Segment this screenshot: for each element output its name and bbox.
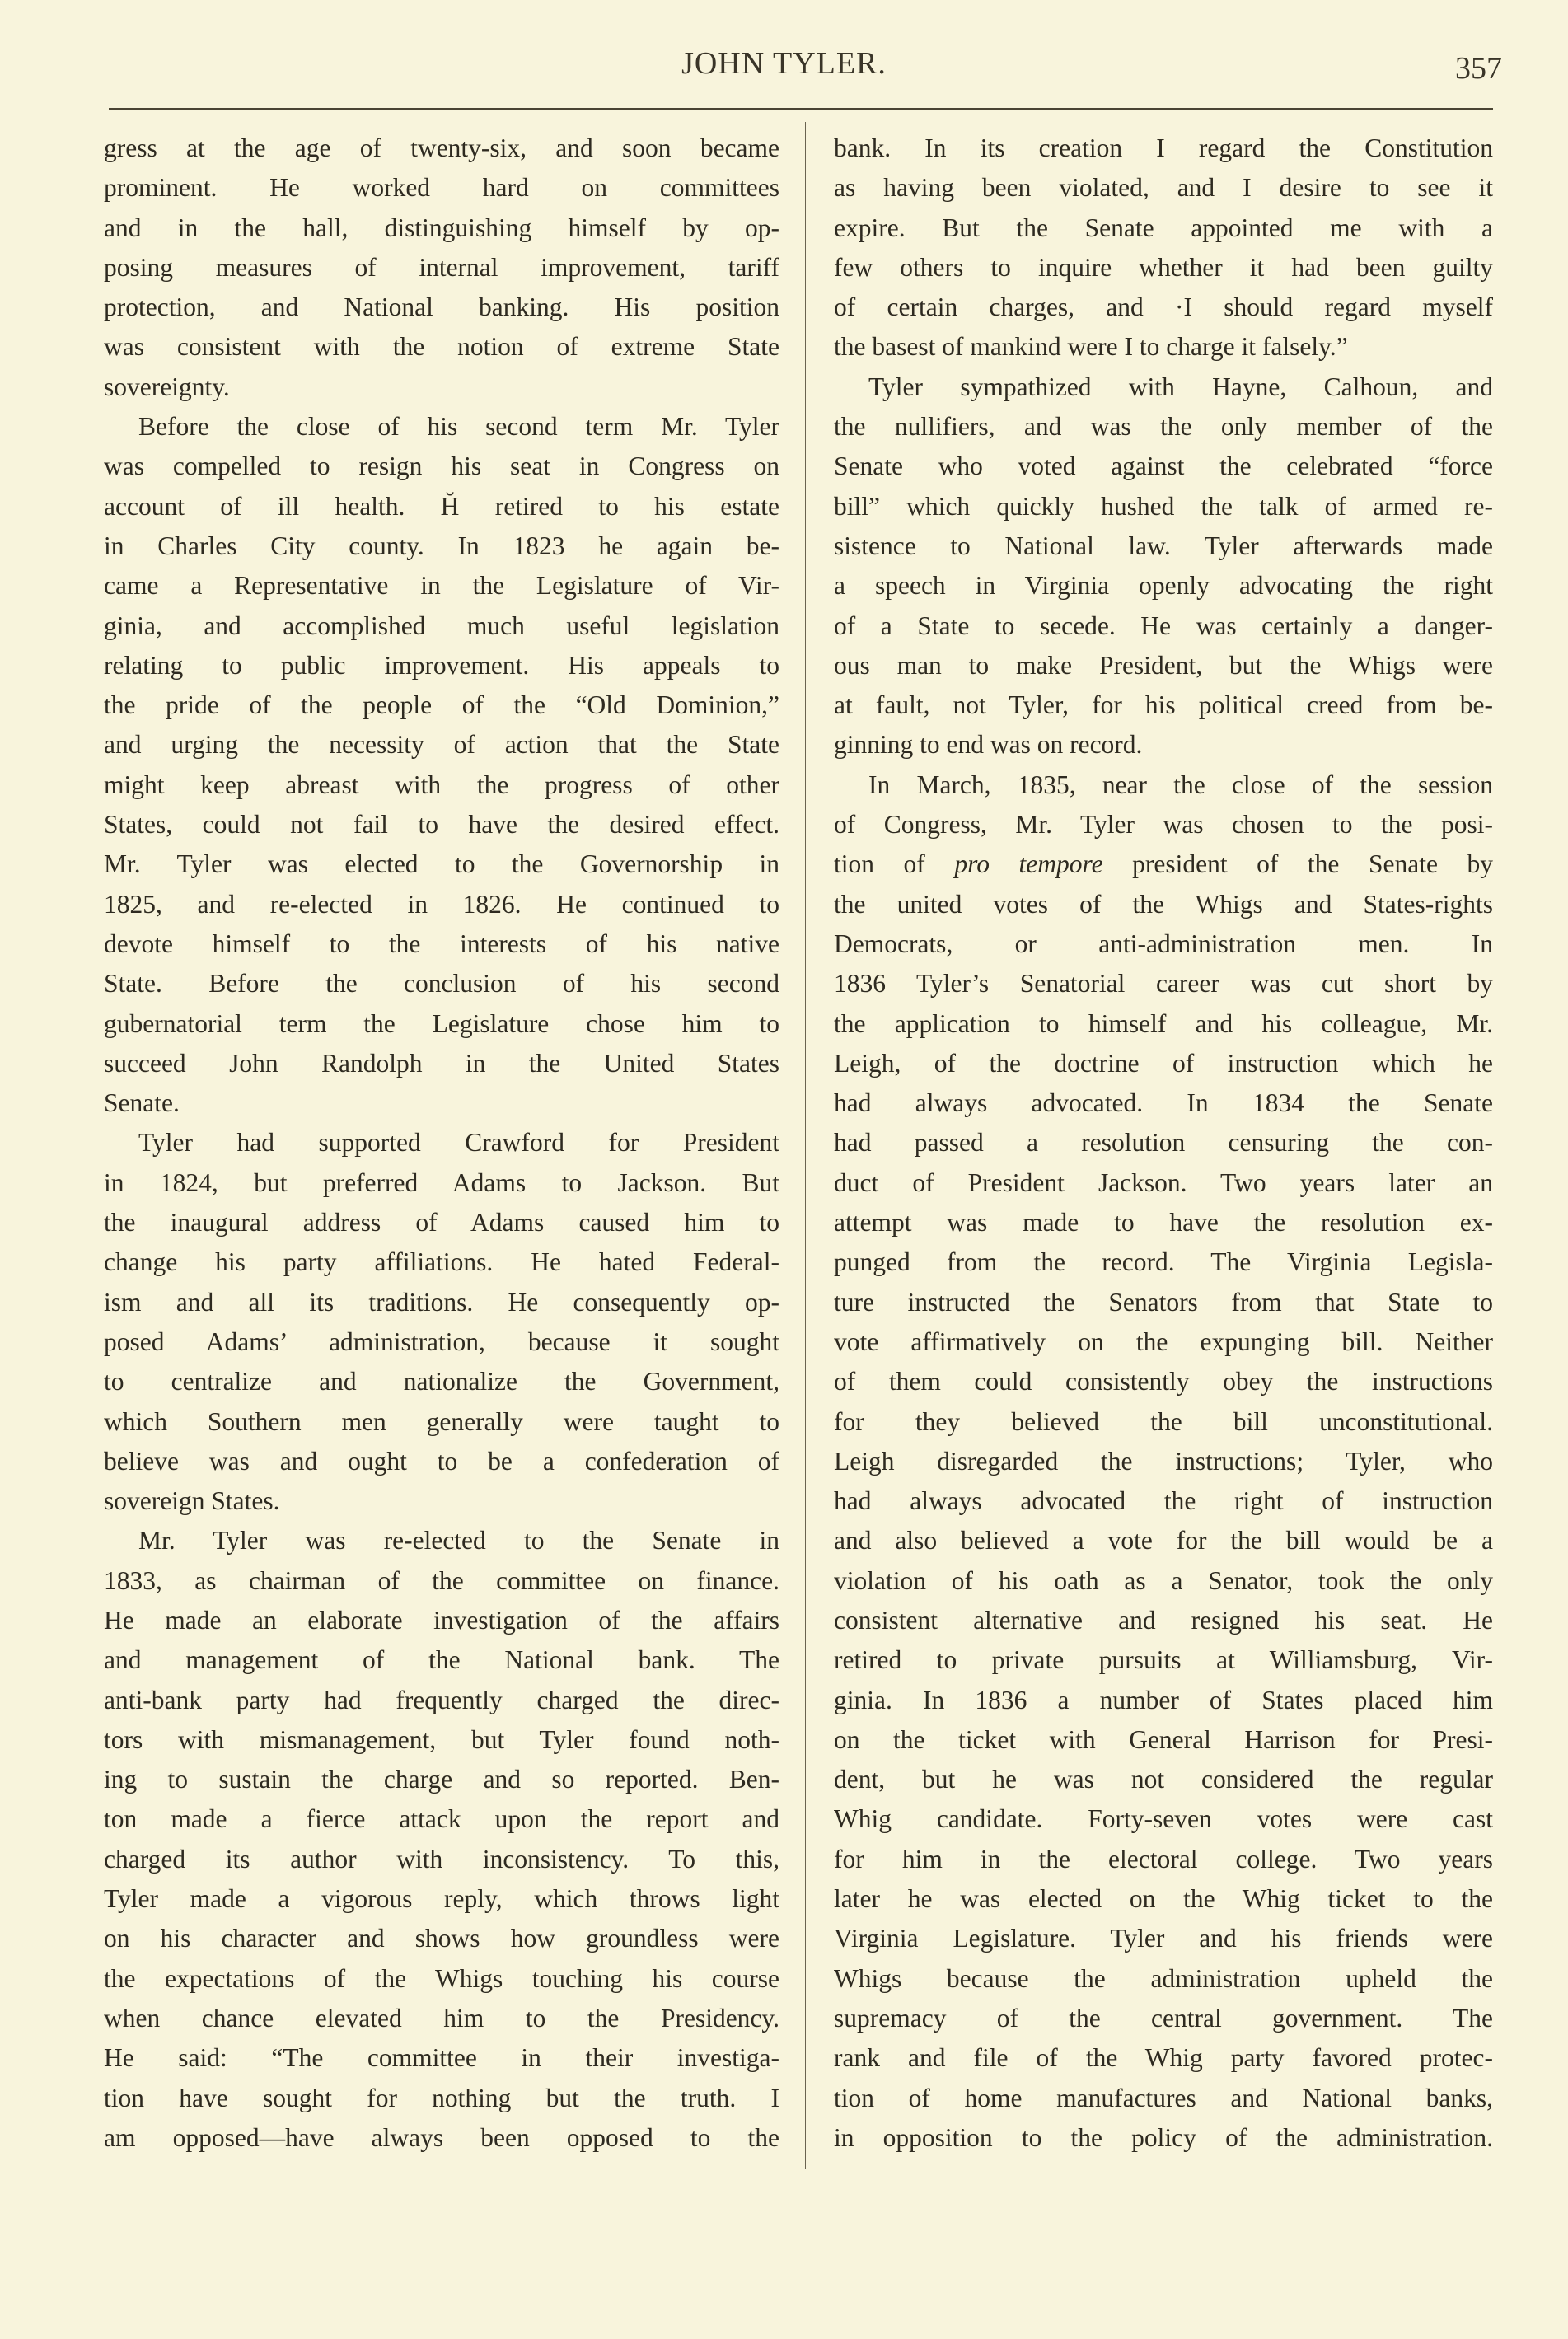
- text-line: a speech in Virginia openly advocating the right: [834, 571, 1493, 601]
- text-line: and in the hall, distinguishing himself by op-: [104, 213, 779, 242]
- text-line: tion of pro tempore president of the Senate by: [834, 849, 1493, 879]
- text-line: State. Before the conclusion of his second: [104, 969, 779, 999]
- text-line: ism and all its traditions. He consequently op-: [104, 1287, 779, 1317]
- text-line: am opposed—have always been opposed to the: [104, 2122, 779, 2152]
- text-line: on the ticket with General Harrison for Presi-: [834, 1724, 1493, 1754]
- text-line: Tyler had supported Crawford for President: [138, 1128, 779, 1158]
- text-line: dent, but he was not considered the regular: [834, 1765, 1493, 1794]
- text-line: Senate who voted against the celebrated “force: [834, 451, 1493, 481]
- text-line: when chance elevated him to the Presidency.: [104, 2003, 779, 2033]
- text-line: the nullifiers, and was the only member of the: [834, 412, 1493, 442]
- text-line: Tyler sympathized with Hayne, Calhoun, and: [868, 372, 1493, 401]
- text-line: 1836 Tyler’s Senatorial career was cut short by: [834, 969, 1493, 999]
- text-line: Tyler made a vigorous reply, which throws light: [104, 1884, 779, 1914]
- text-line: ture instructed the Senators from that State to: [834, 1287, 1493, 1317]
- text-line: posed Adams’ administration, because it sought: [104, 1326, 779, 1356]
- text-line: vote affirmatively on the expunging bill. Neither: [834, 1326, 1493, 1356]
- text-line: prominent. He worked hard on committees: [104, 173, 779, 203]
- text-line: few others to inquire whether it had been guilty: [834, 252, 1493, 282]
- text-line: 1833, as chairman of the committee on finance.: [104, 1565, 779, 1595]
- text-line: bill” which quickly hushed the talk of armed re-: [834, 491, 1493, 521]
- text-line: and management of the National bank. The: [104, 1645, 779, 1675]
- text-line: expire. But the Senate appointed me with a: [834, 213, 1493, 242]
- right-column: [834, 129, 1493, 2158]
- text-line: consistent alternative and resigned his seat. He: [834, 1605, 1493, 1635]
- text-line: to centralize and nationalize the Government,: [104, 1367, 779, 1396]
- text-line: relating to public improvement. His appeals to: [104, 650, 779, 680]
- text-line: ton made a fierce attack upon the report and: [104, 1804, 779, 1834]
- text-line: posing measures of internal improvement, tariff: [104, 252, 779, 282]
- text-line: tors with mismanagement, but Tyler found noth-: [104, 1724, 779, 1754]
- text-line: tion of home manufactures and National banks,: [834, 2083, 1493, 2112]
- running-head: [0, 45, 1568, 87]
- text-line: sovereignty.: [104, 372, 230, 401]
- column-divider: [805, 122, 806, 2169]
- text-line: had always advocated the right of instruction: [834, 1486, 1493, 1516]
- text-line: ginia, and accomplished much useful legislation: [104, 610, 779, 640]
- running-title: JOHN TYLER.: [681, 46, 887, 81]
- text-line: the application to himself and his colleague, Mr.: [834, 1008, 1493, 1038]
- left-column: [104, 129, 779, 2158]
- page-number: 357: [1455, 51, 1502, 86]
- text-line: duct of President Jackson. Two years later an: [834, 1167, 1493, 1197]
- text-line: supremacy of the central government. The: [834, 2003, 1493, 2033]
- text-line: Senate.: [104, 1088, 180, 1118]
- text-line: devote himself to the interests of his native: [104, 929, 779, 958]
- text-line: of Congress, Mr. Tyler was chosen to the posi-: [834, 810, 1493, 840]
- text-line: Virginia Legislature. Tyler and his friends were: [834, 1924, 1493, 1953]
- text-line: had passed a resolution censuring the con-: [834, 1128, 1493, 1158]
- text-line: States, could not fail to have the desired effect.: [104, 810, 779, 840]
- text-line: Mr. Tyler was elected to the Governorship in: [104, 849, 779, 879]
- text-line: Before the close of his second term Mr. Tyler: [138, 412, 779, 442]
- italic-phrase: pro tempore: [954, 849, 1103, 879]
- text-line: and also believed a vote for the bill would be a: [834, 1526, 1493, 1555]
- text-line: in opposition to the policy of the administration.: [834, 2122, 1493, 2152]
- text-line: believe was and ought to be a confederation of: [104, 1446, 779, 1476]
- text-line: was compelled to resign his seat in Congress on: [104, 451, 779, 481]
- text-line: at fault, not Tyler, for his political creed from be-: [834, 690, 1493, 720]
- text-line: account of ill health. H̆ retired to his estate: [104, 491, 779, 521]
- text-line: retired to private pursuits at Williamsburg, Vir-: [834, 1645, 1493, 1675]
- text-line: was consistent with the notion of extreme State: [104, 332, 779, 362]
- text-line: of certain charges, and ·I should regard myself: [834, 292, 1493, 322]
- text-line: bank. In its creation I regard the Constitution: [834, 133, 1493, 162]
- text-line: Whig candidate. Forty-seven votes were cast: [834, 1804, 1493, 1834]
- text-line: ginning to end was on record.: [834, 730, 1143, 760]
- text-line: rank and file of the Whig party favored protec-: [834, 2043, 1493, 2073]
- text-line: the basest of mankind were I to charge it falsely.”: [834, 332, 1348, 362]
- text-line: anti-bank party had frequently charged the direc-: [104, 1685, 779, 1714]
- header-rule: [109, 108, 1493, 110]
- text-line: of a State to secede. He was certainly a danger-: [834, 610, 1493, 640]
- text-line: Mr. Tyler was re-elected to the Senate in: [138, 1526, 779, 1555]
- text-line: attempt was made to have the resolution ex-: [834, 1208, 1493, 1237]
- text-line: Leigh, of the doctrine of instruction which he: [834, 1048, 1493, 1078]
- text-line: in Charles City county. In 1823 he again be-: [104, 531, 779, 560]
- text-line: on his character and shows how groundless were: [104, 1924, 779, 1953]
- text-line: and urging the necessity of action that the State: [104, 730, 779, 760]
- text-line: punged from the record. The Virginia Legisla-: [834, 1247, 1493, 1277]
- text-line: ous man to make President, but the Whigs were: [834, 650, 1493, 680]
- text-line: He made an elaborate investigation of the affairs: [104, 1605, 779, 1635]
- text-line: He said: “The committee in their investiga-: [104, 2043, 779, 2073]
- text-line: In March, 1835, near the close of the session: [868, 770, 1493, 799]
- text-line: protection, and National banking. His position: [104, 292, 779, 322]
- text-line: the united votes of the Whigs and States-rights: [834, 889, 1493, 919]
- text-line: 1825, and re-elected in 1826. He continued to: [104, 889, 779, 919]
- text-line: came a Representative in the Legislature of Vir-: [104, 571, 779, 601]
- text-line: Democrats, or anti-administration men. In: [834, 929, 1493, 958]
- text-line: of them could consistently obey the instructions: [834, 1367, 1493, 1396]
- text-line: might keep abreast with the progress of other: [104, 770, 779, 799]
- text-line: in 1824, but preferred Adams to Jackson. But: [104, 1167, 779, 1197]
- text-line: the expectations of the Whigs touching his course: [104, 1963, 779, 1993]
- text-line: sistence to National law. Tyler afterwards made: [834, 531, 1493, 560]
- text-line: Leigh disregarded the instructions; Tyler, who: [834, 1446, 1493, 1476]
- text-line: violation of his oath as a Senator, took the only: [834, 1565, 1493, 1595]
- text-line: the inaugural address of Adams caused him to: [104, 1208, 779, 1237]
- text-line: tion have sought for nothing but the truth. I: [104, 2083, 779, 2112]
- text-line: change his party affiliations. He hated Federal-: [104, 1247, 779, 1277]
- text-line: gress at the age of twenty-six, and soon became: [104, 133, 779, 162]
- text-line: had always advocated. In 1834 the Senate: [834, 1088, 1493, 1118]
- text-line: sovereign States.: [104, 1486, 280, 1516]
- text-line: Whigs because the administration upheld the: [834, 1963, 1493, 1993]
- text-line: the pride of the people of the “Old Dominion,”: [104, 690, 779, 720]
- text-line: charged its author with inconsistency. To this,: [104, 1844, 779, 1874]
- text-line: ginia. In 1836 a number of States placed him: [834, 1685, 1493, 1714]
- text-line: ing to sustain the charge and so reported. Ben-: [104, 1765, 779, 1794]
- text-line: gubernatorial term the Legislature chose him to: [104, 1008, 779, 1038]
- text-line: for him in the electoral college. Two years: [834, 1844, 1493, 1874]
- text-line: succeed John Randolph in the United States: [104, 1048, 779, 1078]
- text-line: later he was elected on the Whig ticket to the: [834, 1884, 1493, 1914]
- text-line: for they believed the bill unconstitutional.: [834, 1406, 1493, 1436]
- text-line: as having been violated, and I desire to see it: [834, 173, 1493, 203]
- text-line: which Southern men generally were taught to: [104, 1406, 779, 1436]
